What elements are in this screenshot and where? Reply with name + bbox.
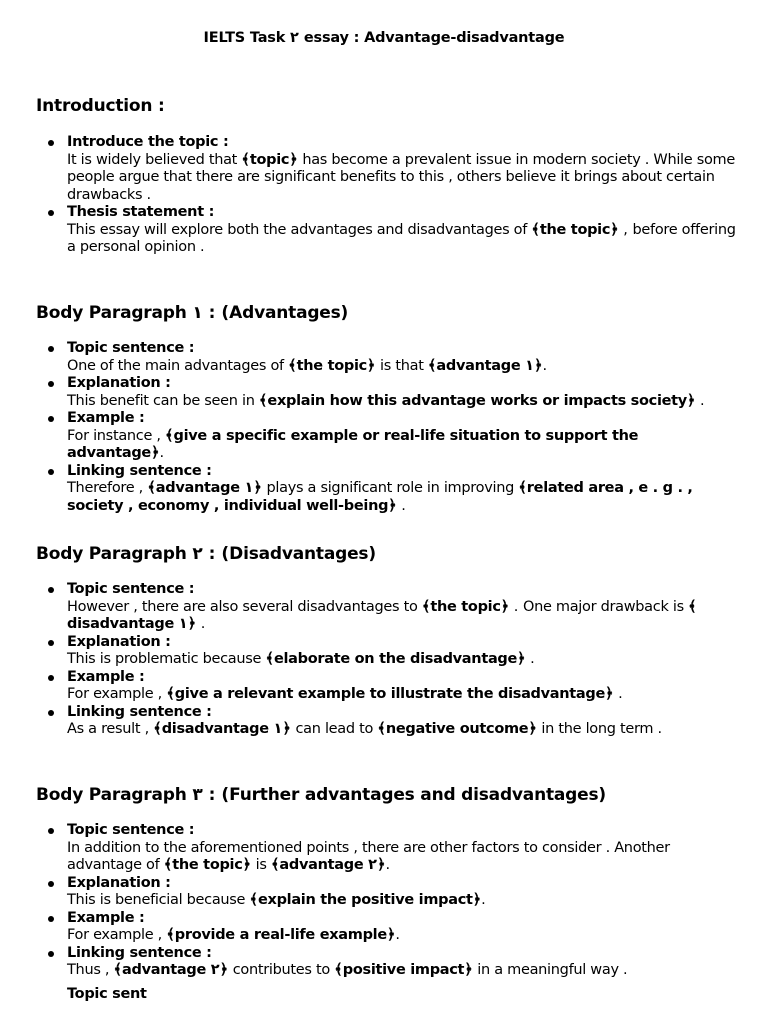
bullet-icon xyxy=(48,416,54,422)
item-text: For example , ﴾provide a real-life example﴿. xyxy=(67,927,400,943)
placeholder-term: ﴾topic﴿ xyxy=(241,151,298,168)
placeholder-term: ﴾advantage ١﴿ xyxy=(427,357,543,374)
item-text: In addition to the aforementioned points , there are other factors to consider . Another advantage of ﴾the topic﴿ is ﴾advantage ٢﴿. xyxy=(67,839,670,873)
item-text: Thus , ﴾advantage ٢﴿ contributes to ﴾positive impact﴿ in a meaningful way . xyxy=(67,962,628,978)
item-text: As a result , ﴾disadvantage ١﴿ can lead to ﴾negative outcome﴿ in the long term . xyxy=(67,721,662,737)
bullet-icon xyxy=(48,381,54,387)
bullet-icon xyxy=(48,828,54,834)
list-item xyxy=(36,704,736,739)
placeholder-term: ﴾give a specific example or real-life situation to support the advantage﴿ xyxy=(67,427,639,461)
item-text: One of the main advantages of ﴾the topic﴿ is that ﴾advantage ١﴿. xyxy=(67,357,548,374)
clipped-next-label: Topic sent xyxy=(67,986,147,1002)
bullet-icon xyxy=(48,710,54,716)
introduction-list xyxy=(36,134,736,257)
item-text: This is beneficial because ﴾explain the positive impact﴿. xyxy=(67,892,486,908)
document-title: IELTS Task ٢ essay : Advantage-disadvantage xyxy=(203,30,565,46)
placeholder-term: ﴾the topic﴿ xyxy=(531,221,619,238)
item-label: Topic sentence : xyxy=(67,340,195,356)
list-item xyxy=(36,669,736,704)
item-label: Example : xyxy=(67,410,145,426)
item-label: Linking sentence : xyxy=(67,703,212,720)
placeholder-term: ﴾advantage ١﴿ xyxy=(147,480,262,496)
item-label: Linking sentence : xyxy=(67,462,212,479)
item-label: Explanation : xyxy=(67,874,171,891)
list-item xyxy=(36,410,736,463)
placeholder-term: ﴾the topic﴿ xyxy=(288,357,376,374)
list-item xyxy=(36,340,736,375)
placeholder-term: ﴾the topic﴿ xyxy=(163,857,252,873)
item-text: However , there are also several disadvantages to ﴾the topic﴿ . One major drawback is ﴾disadvantage ١﴿ . xyxy=(67,598,697,632)
body-paragraph-3-list xyxy=(36,822,736,980)
bullet-icon xyxy=(48,587,54,593)
list-item xyxy=(36,581,736,634)
body-paragraph-1-list xyxy=(36,340,736,515)
item-text: This is problematic because ﴾elaborate on the disadvantage﴿ . xyxy=(67,651,535,667)
list-item xyxy=(36,945,736,980)
placeholder-term: ﴾disadvantage ١﴿ xyxy=(153,721,291,737)
placeholder-term: ﴾give a relevant example to illustrate the disadvantage﴿ xyxy=(166,686,614,702)
placeholder-term: ﴾elaborate on the disadvantage﴿ xyxy=(265,651,526,667)
section-heading-introduction: Introduction : xyxy=(36,96,165,116)
item-label: Topic sentence : xyxy=(67,581,195,597)
bullet-icon xyxy=(48,951,54,957)
item-text: For instance , ﴾give a specific example or real-life situation to support the advantage﴿. xyxy=(67,427,639,461)
placeholder-term: ﴾explain how this advantage works or impacts society﴿ xyxy=(258,392,696,409)
item-label: Example : xyxy=(67,668,145,685)
item-label: Introduce the topic : xyxy=(67,134,229,150)
placeholder-term: ﴾provide a real-life example﴿ xyxy=(166,927,396,943)
list-item xyxy=(36,463,736,516)
item-text: This benefit can be seen in ﴾explain how this advantage works or impacts society﴿ . xyxy=(67,392,705,409)
body-paragraph-2-list xyxy=(36,581,736,739)
placeholder-term: ﴾disadvantage ١﴿ xyxy=(67,598,697,632)
bullet-icon xyxy=(48,346,54,352)
placeholder-term: ﴾negative outcome﴿ xyxy=(377,721,537,737)
bullet-icon xyxy=(48,210,54,216)
section-heading-body-paragraph-3: Body Paragraph ٣ : (Further advantages and disadvantages) xyxy=(36,785,607,805)
list-item xyxy=(36,204,736,257)
bullet-icon xyxy=(48,140,54,146)
placeholder-term: ﴾explain the positive impact﴿ xyxy=(249,892,482,908)
list-item xyxy=(36,822,736,875)
bullet-icon xyxy=(48,675,54,681)
bullet-icon xyxy=(48,916,54,922)
placeholder-term: ﴾related area , e . g . , society , economy , individual well-being﴿ xyxy=(67,480,693,514)
bullet-icon xyxy=(48,640,54,646)
item-label: Topic sentence : xyxy=(67,822,195,838)
placeholder-term: ﴾advantage ٢﴿ xyxy=(113,962,229,978)
item-label: Thesis statement : xyxy=(67,204,215,220)
bullet-icon xyxy=(48,881,54,887)
bullet-icon xyxy=(48,469,54,475)
item-text: It is widely believed that ﴾topic﴿ has become a prevalent issue in modern society . While some people argue that there are significant benefits to this , others believe it brings about certain drawbacks . xyxy=(67,151,735,203)
item-label: Linking sentence : xyxy=(67,944,212,961)
section-heading-body-paragraph-1: Body Paragraph ١ : (Advantages) xyxy=(36,303,349,323)
placeholder-term: ﴾advantage ٢﴿ xyxy=(270,857,386,873)
placeholder-term: ﴾positive impact﴿ xyxy=(334,962,473,978)
item-text: Therefore , ﴾advantage ١﴿ plays a significant role in improving ﴾related area , e . g . , society , economy , individual well-being﴿ . xyxy=(67,480,693,514)
list-item xyxy=(36,910,736,945)
item-label: Example : xyxy=(67,909,145,926)
list-item xyxy=(36,134,736,204)
placeholder-term: ﴾the topic﴿ xyxy=(421,598,510,615)
list-item xyxy=(36,375,736,410)
item-label: Explanation : xyxy=(67,633,171,650)
item-text: This essay will explore both the advantages and disadvantages of ﴾the topic﴿ , before offering a personal opinion . xyxy=(67,221,736,255)
item-text: For example , ﴾give a relevant example to illustrate the disadvantage﴿ . xyxy=(67,686,623,702)
section-heading-body-paragraph-2: Body Paragraph ٢ : (Disadvantages) xyxy=(36,544,377,564)
item-label: Explanation : xyxy=(67,375,171,391)
list-item xyxy=(36,634,736,669)
list-item xyxy=(36,875,736,910)
